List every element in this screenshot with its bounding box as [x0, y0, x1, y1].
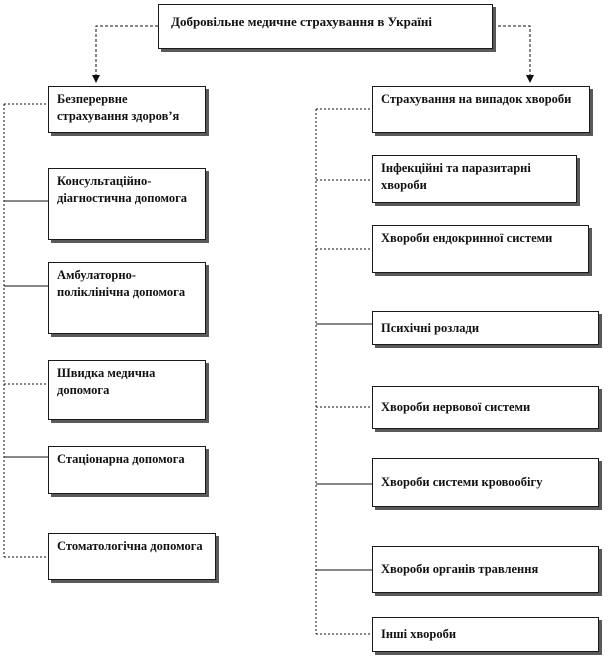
right-node-digestive [372, 546, 599, 593]
right-node-nervous [372, 386, 599, 429]
node-label: Психічні розлади [381, 320, 480, 335]
node-label: Страхування на випадок хвороби [381, 92, 572, 106]
node-label: Амбулаторно-поліклінічна допомога [57, 268, 186, 299]
node-label: Хвороби ендокринної системи [381, 231, 553, 245]
node-label: Хвороби нервової системи [381, 400, 531, 414]
node-label: Інші хвороби [381, 627, 457, 641]
right-node-infectious [372, 155, 577, 203]
left-node-inpatient [48, 446, 206, 494]
left-node-consult-diagnostic [48, 168, 206, 240]
right-node-mental [372, 311, 599, 345]
node-label: Стоматологічна допомога [57, 539, 203, 553]
left-node-continuous-insurance [48, 86, 206, 133]
node-label: Консультаційно-діагностична допомога [57, 174, 188, 205]
left-node-dental [48, 533, 216, 580]
title-box [158, 4, 493, 49]
node-label: Хвороби системи кровообігу [381, 475, 543, 489]
node-label: Хвороби органів травлення [381, 562, 539, 576]
right-node-other [372, 617, 599, 652]
left-node-emergency [48, 360, 206, 420]
right-node-illness-insurance [372, 86, 590, 133]
left-node-outpatient [48, 262, 206, 334]
arrow-to-right-branch [493, 26, 530, 82]
title-text: Добровільне медичне страхування в Україні [171, 14, 433, 29]
arrow-to-left-branch [96, 26, 158, 82]
node-label: Інфекційні та паразитарні хвороби [381, 161, 531, 192]
right-node-endocrine [372, 225, 589, 273]
node-label: Безперервне страхування здоров’я [57, 92, 180, 123]
right-node-circulatory [372, 458, 599, 507]
node-label: Стаціонарна допомога [57, 452, 185, 466]
node-label: Швидка медична допомога [57, 366, 156, 397]
